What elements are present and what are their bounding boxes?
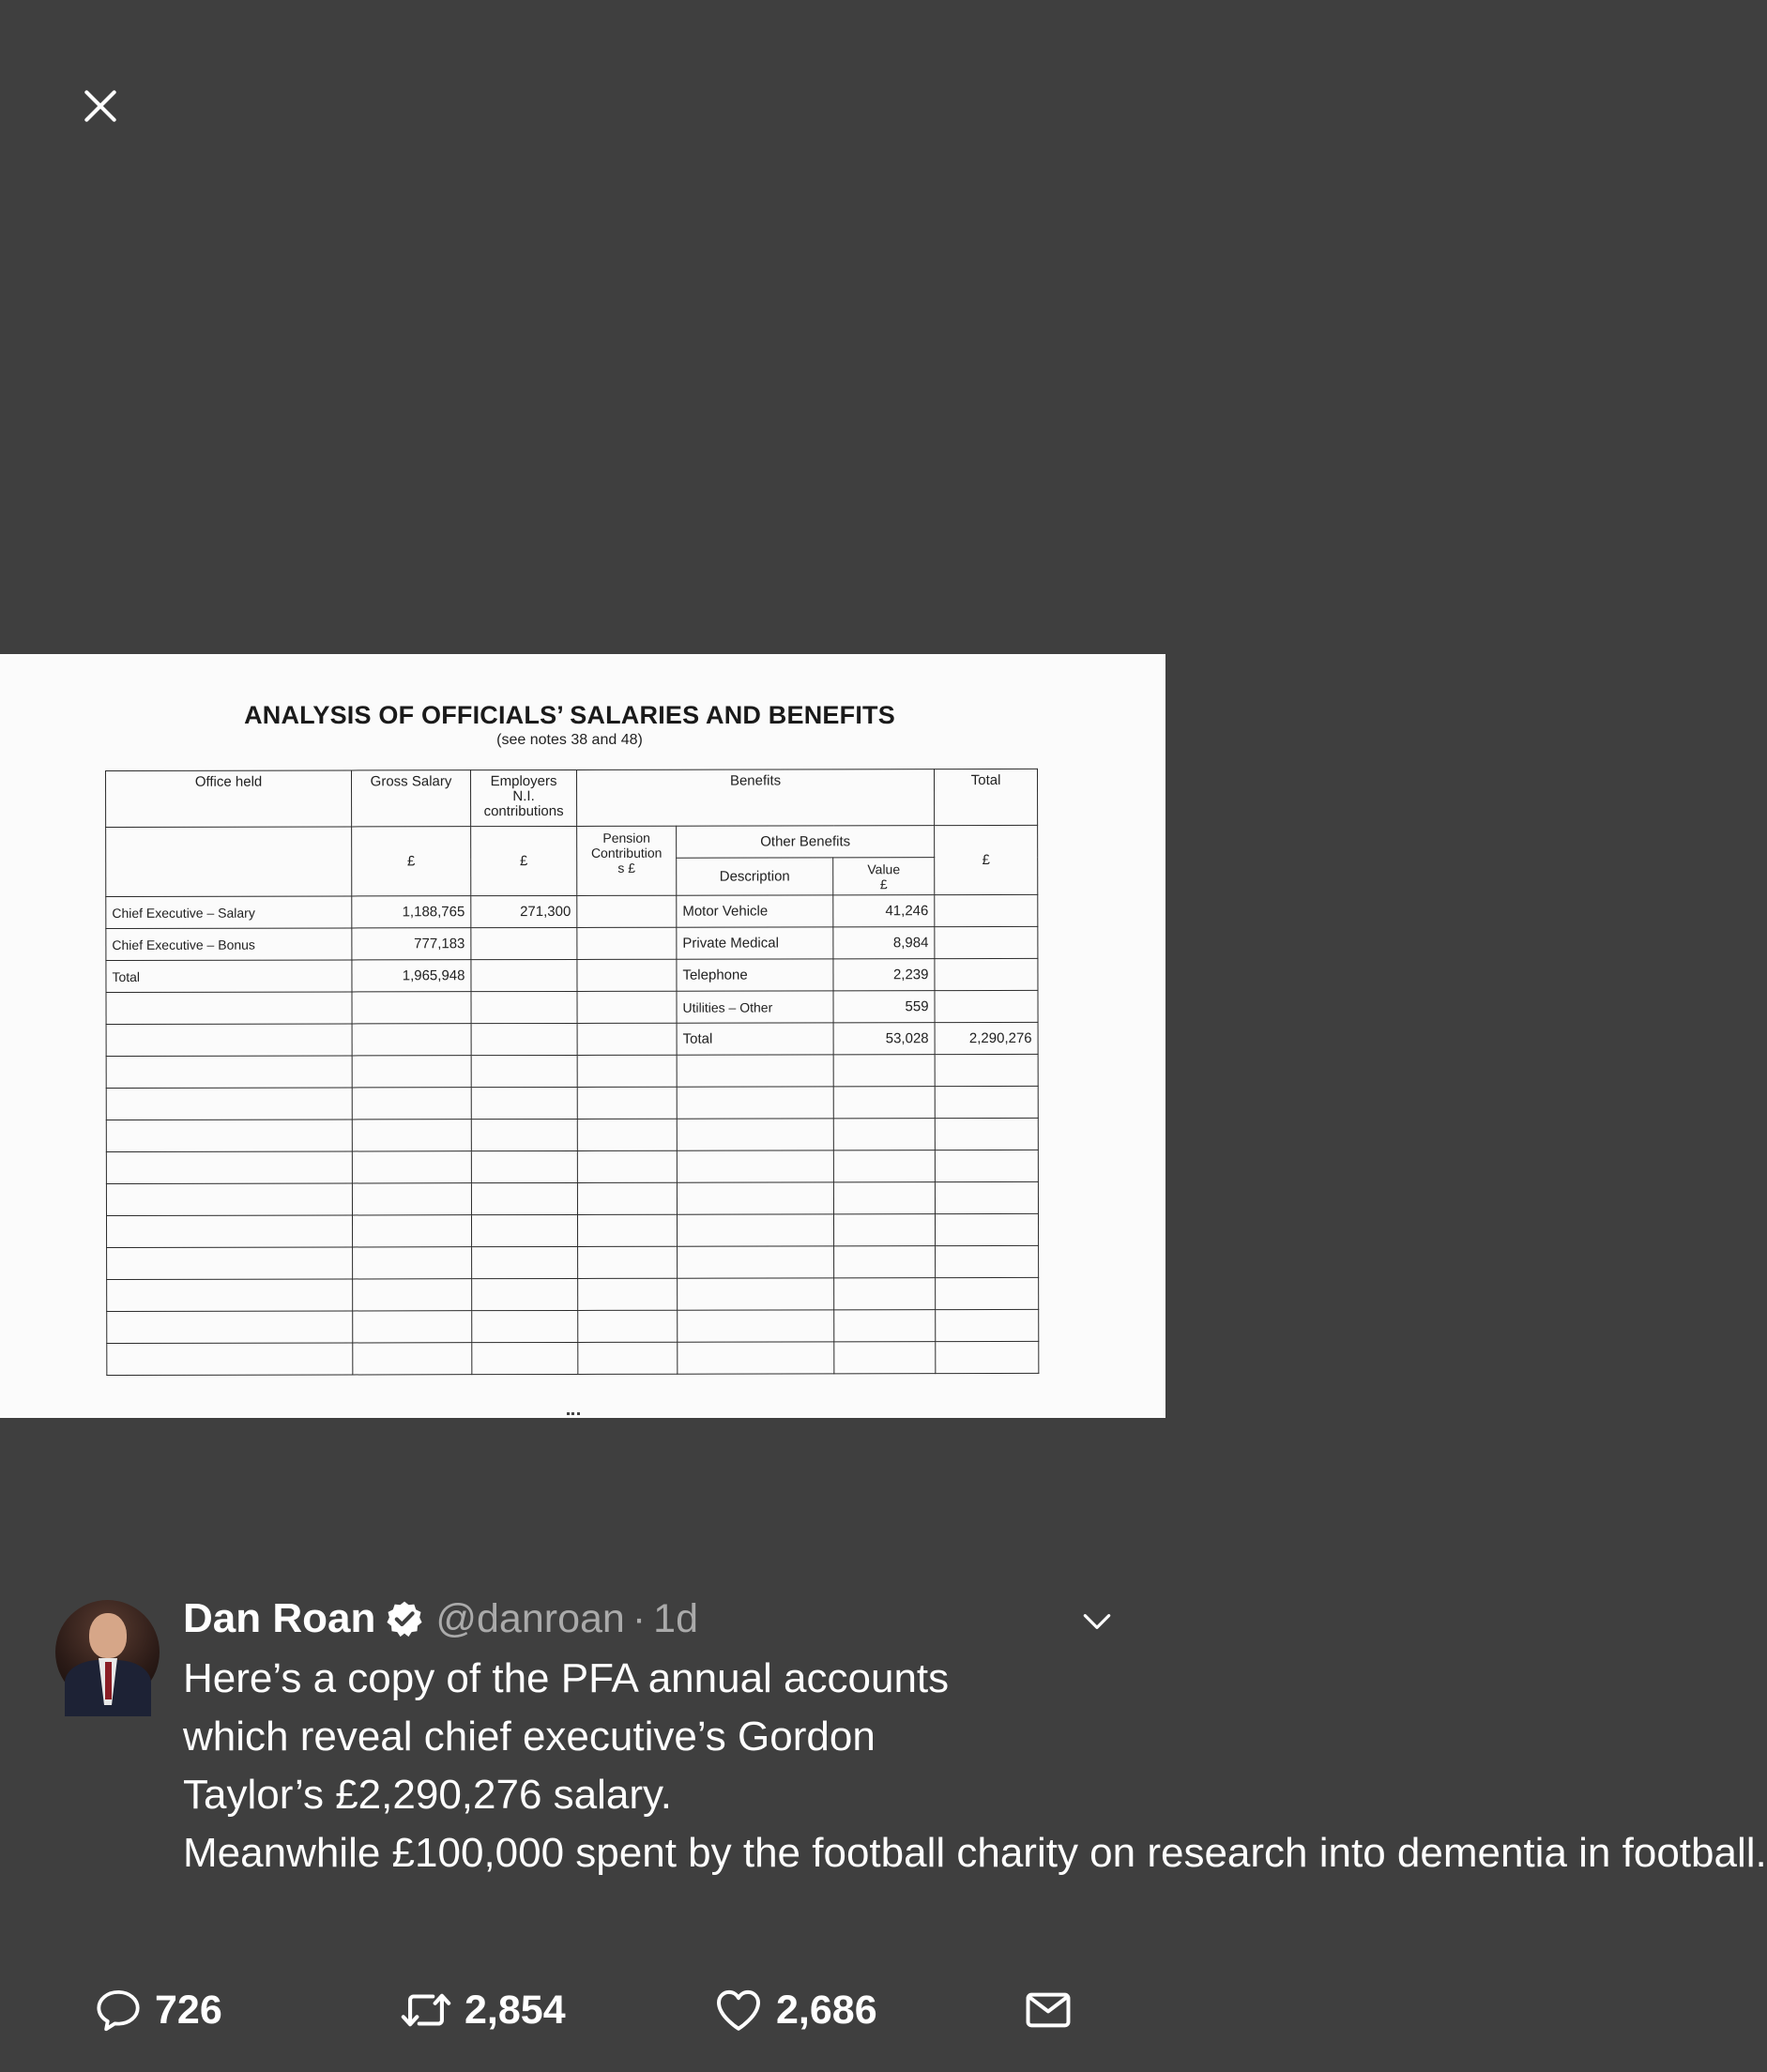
chevron-down-icon bbox=[1079, 1604, 1115, 1639]
table-row-empty bbox=[106, 1150, 1038, 1183]
retweet-count: 2,854 bbox=[465, 1987, 566, 2033]
header-value: Value £ bbox=[833, 858, 935, 895]
table-row-empty bbox=[106, 1118, 1038, 1151]
like-count: 2,686 bbox=[776, 1987, 877, 2033]
retweet-button[interactable] bbox=[399, 1982, 566, 2038]
avatar[interactable] bbox=[55, 1600, 160, 1704]
tweet-text-line: Taylor’s £2,290,276 salary. bbox=[183, 1772, 672, 1818]
mail-icon bbox=[1022, 1984, 1074, 2036]
table-row-empty bbox=[107, 1341, 1039, 1375]
document-title: ANALYSIS OF OFFICIALS’ SALARIES AND BENEFITS bbox=[244, 701, 895, 729]
tweet-text-line: Here’s a copy of the PFA annual accounts bbox=[183, 1655, 950, 1701]
header-other-benefits: Other Benefits bbox=[677, 826, 935, 859]
table-row-empty bbox=[106, 1054, 1038, 1088]
header-total: Total bbox=[935, 769, 1038, 825]
table-row-empty bbox=[106, 1181, 1038, 1215]
header-gross-currency: £ bbox=[352, 827, 471, 896]
document-image[interactable] bbox=[0, 654, 1165, 1418]
table-row-empty bbox=[107, 1277, 1039, 1311]
reply-count: 726 bbox=[155, 1987, 222, 2033]
header-total-currency: £ bbox=[935, 825, 1038, 894]
table-row: Chief Executive – Salary 1,188,765 271,300 Motor Vehicle 41,246 bbox=[106, 894, 1038, 928]
document-subtitle: (see notes 38 and 48) bbox=[496, 732, 643, 748]
table-row: Chief Executive – Bonus 777,183 Private Medical 8,984 bbox=[106, 926, 1038, 960]
close-icon bbox=[80, 85, 121, 127]
table-row-empty bbox=[106, 1086, 1038, 1120]
tweet-timestamp[interactable]: 1d bbox=[653, 1595, 698, 1641]
header-gross-salary: Gross Salary bbox=[352, 770, 471, 827]
reply-icon bbox=[93, 1985, 144, 2035]
heart-icon bbox=[712, 1984, 765, 2036]
tweet-text[interactable] bbox=[183, 1650, 1767, 1882]
author-name[interactable]: Dan Roan bbox=[183, 1595, 376, 1641]
header-employers-ni: Employers N.I. contributions bbox=[471, 769, 577, 826]
header-pension: Pension Contribution s £ bbox=[577, 826, 677, 895]
header-blank bbox=[106, 827, 352, 897]
header-benefits: Benefits bbox=[576, 769, 934, 827]
close-button[interactable] bbox=[73, 79, 128, 133]
table-row: Total 53,028 2,290,276 bbox=[106, 1022, 1038, 1056]
table-row-empty bbox=[107, 1245, 1039, 1279]
header-separator: · bbox=[632, 1595, 647, 1641]
tweet-header bbox=[183, 1595, 698, 1642]
author-handle[interactable]: @danroan bbox=[435, 1595, 625, 1641]
table-row: Total 1,965,948 Telephone 2,239 bbox=[106, 958, 1038, 992]
reply-button[interactable] bbox=[93, 1982, 222, 2038]
table-row-empty bbox=[107, 1309, 1039, 1343]
verified-badge-icon bbox=[385, 1599, 424, 1638]
retweet-icon bbox=[399, 1983, 453, 2037]
like-button[interactable] bbox=[712, 1982, 877, 2038]
share-via-dm-button[interactable] bbox=[1022, 1982, 1074, 2038]
header-description: Description bbox=[677, 858, 833, 895]
table-row-empty bbox=[106, 1213, 1038, 1247]
header-office-held: Office held bbox=[106, 770, 352, 828]
salary-table bbox=[105, 769, 1039, 1376]
tweet-text-line: Meanwhile £100,000 spent by the football charity on research into dementia in football. bbox=[183, 1830, 1767, 1876]
header-ni-currency: £ bbox=[471, 826, 577, 895]
more-options-button[interactable] bbox=[1075, 1600, 1119, 1643]
tweet-text-line: which reveal chief executive’s Gordon bbox=[183, 1714, 876, 1760]
scan-mark bbox=[567, 1412, 580, 1416]
table-row: Utilities – Other 559 bbox=[106, 990, 1038, 1024]
